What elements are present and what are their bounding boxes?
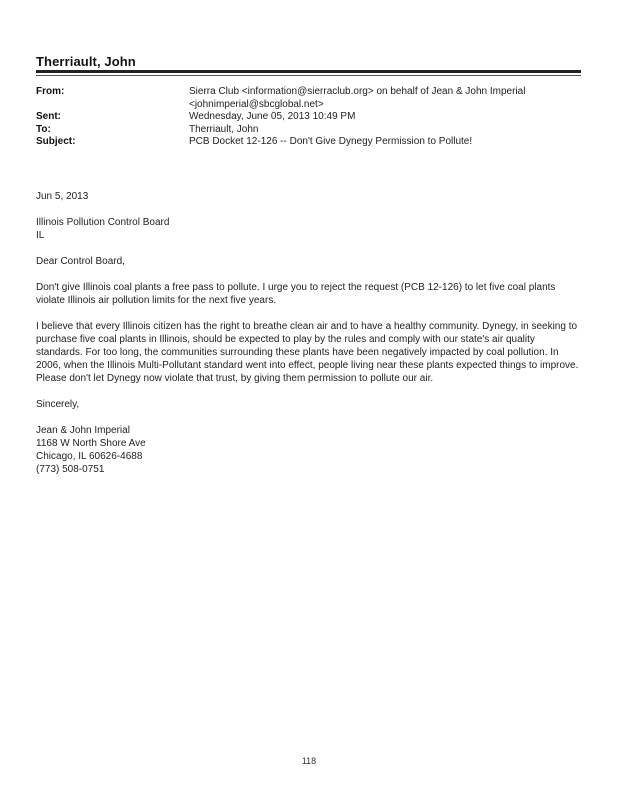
header-label: To: xyxy=(36,123,51,135)
letter-date: Jun 5, 2013 xyxy=(36,191,89,202)
signature-address-2: Chicago, IL 60626-4688 xyxy=(36,451,143,462)
sender-name: Therriault, John xyxy=(36,54,136,69)
page-number: 118 xyxy=(301,756,317,766)
letter-closing: Sincerely, xyxy=(36,399,80,410)
letter-recipient xyxy=(36,216,581,242)
signature-name: Jean & John Imperial xyxy=(36,425,130,436)
from-line-1: Sierra Club <information@sierraclub.org> on behalf of Jean & John Imperial xyxy=(189,86,526,97)
header-row-subject xyxy=(36,136,586,149)
header-row-sent xyxy=(36,111,586,124)
letter-signature xyxy=(36,424,581,476)
header-row-to xyxy=(36,124,586,137)
recipient-line-1: Illinois Pollution Control Board xyxy=(36,217,170,228)
email-body xyxy=(36,190,581,489)
header-row-from xyxy=(36,86,586,111)
header-divider xyxy=(36,70,581,73)
signature-phone: (773) 508-0751 xyxy=(36,464,105,475)
from-line-2: <johnimperial@sbcglobal.net> xyxy=(189,98,324,110)
letter-salutation: Dear Control Board, xyxy=(36,256,125,267)
header-value: Wednesday, June 05, 2013 10:49 PM xyxy=(189,111,356,122)
header-label: From: xyxy=(36,86,65,97)
signature-address-1: 1168 W North Shore Ave xyxy=(36,438,146,449)
letter-paragraph-1: Don't give Illinois coal plants a free pass to pollute. I urge you to reject the request (PCB 12-126) to let five coal plants violate Illinois air pollution limits for the next five years. xyxy=(36,282,556,306)
recipient-line-2: IL xyxy=(36,230,45,241)
header-value: PCB Docket 12-126 -- Don't Give Dynegy Permission to Pollute! xyxy=(189,136,473,147)
header-value: Therriault, John xyxy=(189,123,259,135)
header-label: Subject: xyxy=(36,136,76,147)
email-header xyxy=(36,86,586,149)
header-value xyxy=(189,86,586,111)
header-label: Sent: xyxy=(36,111,61,122)
header-divider-thin xyxy=(36,75,581,76)
letter-paragraph-2: I believe that every Illinois citizen has the right to breathe clean air and to have a healthy community. Dynegy, in seeking to purchase five coal plants in Illinois, should be expected to play by the rules and comply with our state's air quality standards. For too long, the communities surrounding these plants have been negatively impacted by coal pollution. In 2006, when the Illinois Multi-Pollutant standard went into effect, people living near these plants expected things to improve. Please don't let Dynegy now violate that trust, by giving them permission to pollute our air. xyxy=(36,321,579,384)
